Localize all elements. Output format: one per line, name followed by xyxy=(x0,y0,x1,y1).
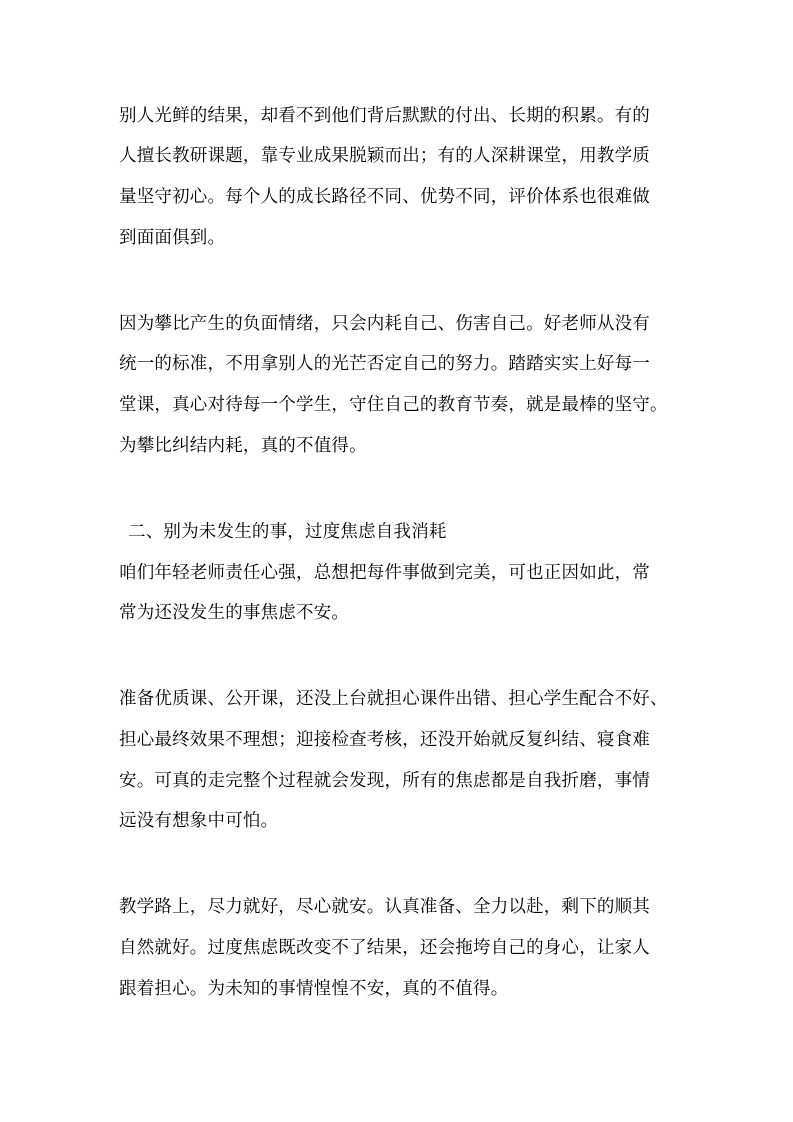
paragraph-2-line-3: 堂课，真心对待每一个学生，守住自己的教育节奏，就是最棒的坚守。 xyxy=(119,395,668,415)
paragraph-2-line-4: 为攀比纠结内耗，真的不值得。 xyxy=(119,436,367,456)
section-heading: 二、别为未发生的事，过度焦虑自我消耗 xyxy=(128,522,447,542)
paragraph-4-line-4: 远没有想象中可怕。 xyxy=(119,811,279,831)
paragraph-4-line-1: 准备优质课、公开课，还没上台就担心课件出错、担心学生配合不好、 xyxy=(119,689,668,709)
paragraph-3-line-1: 咱们年轻老师责任心强，总想把每件事做到完美，可也正因如此，常 xyxy=(119,563,650,583)
paragraph-2-line-1: 因为攀比产生的负面情绪，只会内耗自己、伤害自己。好老师从没有 xyxy=(119,314,650,334)
paragraph-2-line-2: 统一的标准，不用拿别人的光芒否定自己的努力。踏踏实实上好每一 xyxy=(119,354,650,374)
paragraph-4-line-3: 安。可真的走完整个过程就会发现，所有的焦虑都是自我折磨，事情 xyxy=(119,771,650,791)
paragraph-1-line-4: 到面面俱到。 xyxy=(119,228,226,248)
paragraph-5-line-1: 教学路上，尽力就好，尽心就安。认真准备、全力以赴，剩下的顺其 xyxy=(119,897,650,917)
paragraph-1-line-2: 人擅长教研课题，靠专业成果脱颖而出；有的人深耕课堂，用教学质 xyxy=(119,146,650,166)
paragraph-3-line-2: 常为还没发生的事焦虑不安。 xyxy=(119,603,350,623)
paragraph-5-line-2: 自然就好。过度焦虑既改变不了结果，还会拖垮自己的身心，让家人 xyxy=(119,938,650,958)
paragraph-5-line-3: 跟着担心。为未知的事情惶惶不安，真的不值得。 xyxy=(119,979,509,999)
paragraph-1-line-3: 量坚守初心。每个人的成长路径不同、优势不同，评价体系也很难做 xyxy=(119,187,650,207)
paragraph-1-line-1: 别人光鲜的结果，却看不到他们背后默默的付出、长期的积累。有的 xyxy=(119,106,650,126)
paragraph-4-line-2: 担心最终效果不理想；迎接检查考核，还没开始就反复纠结、寝食难 xyxy=(119,730,650,750)
